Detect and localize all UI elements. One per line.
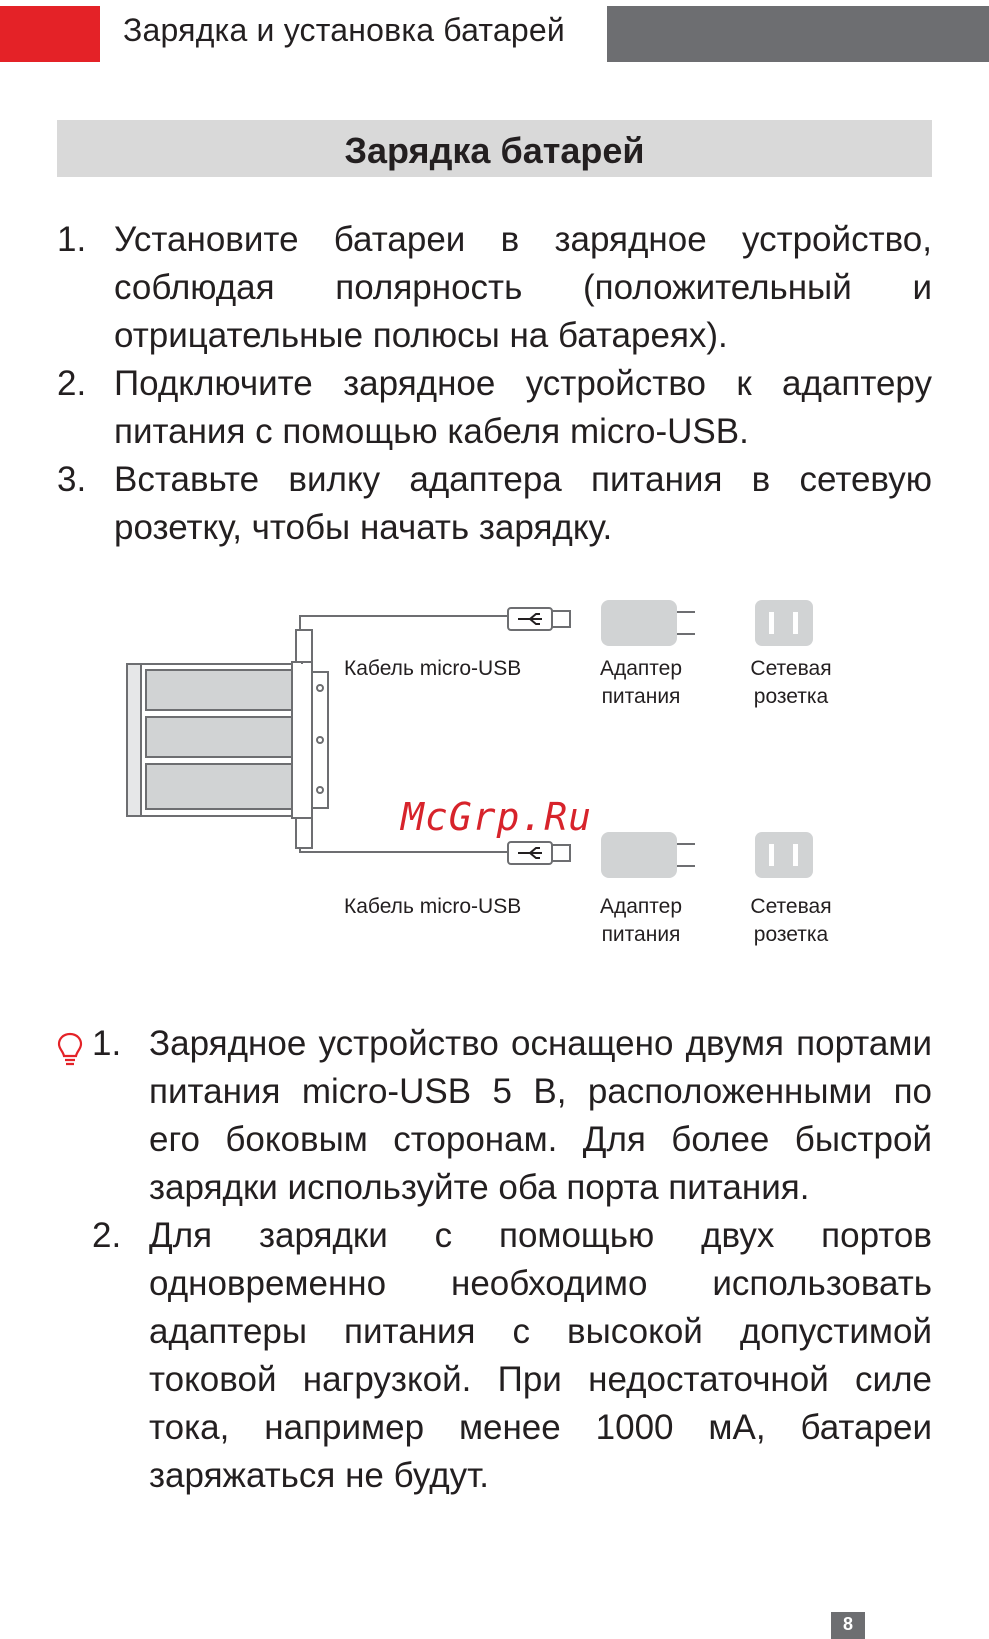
step-item: [57, 216, 932, 360]
step-item: [57, 456, 932, 552]
outlet-label-bottom: [745, 893, 837, 949]
adapter-label-top: [595, 655, 687, 711]
outlet-label-top: [745, 655, 837, 711]
page-number-box: [831, 1612, 865, 1639]
outlet-label-top-line2: розетка: [753, 685, 829, 708]
header-title: Зарядка и установка батарей: [123, 12, 565, 48]
outlet-label-bottom-line1: Сетевая: [750, 895, 832, 918]
note-text: Зарядное устройство оснащено двумя портами питания micro-USB 5 В, расположенными по его боковым сторонам. Для более быстрой зарядки используйте оба порта питания.: [149, 1024, 932, 1207]
step-text: Подключите зарядное устройство к адаптеру питания с помощью кабеля micro-USB.: [114, 364, 932, 451]
cable-label-top: Кабель micro-USB: [344, 657, 522, 680]
step-text: Вставьте вилку адаптера питания в сетевую розетку, чтобы начать зарядку.: [114, 460, 932, 547]
step-number: 3.: [57, 460, 87, 499]
note-number: 2.: [92, 1216, 122, 1255]
section-title: Зарядка батарей: [344, 130, 645, 171]
note-item: [57, 1212, 932, 1500]
steps-list: [57, 216, 932, 552]
step-number: 2.: [57, 364, 87, 403]
section-bar: [57, 120, 932, 177]
adapter-label-bottom-line1: Адаптер: [599, 895, 683, 918]
outlet-label-bottom-line2: розетка: [753, 923, 829, 946]
page-number: 8: [842, 1614, 853, 1634]
note-item: [57, 1020, 932, 1212]
header-red-block: [0, 6, 100, 62]
note-number: 1.: [92, 1024, 122, 1063]
outlet-label-top-line1: Сетевая: [750, 657, 832, 680]
cable-label-bottom: Кабель micro-USB: [344, 895, 522, 918]
header-gray-block: [607, 6, 989, 62]
notes-list: [57, 1020, 932, 1500]
watermark: McGrp.Ru: [401, 795, 593, 839]
step-number: 1.: [57, 220, 87, 259]
note-text: Для зарядки с помощью двух портов одновременно необходимо использовать адаптеры питания с высокой допустимой токовой нагрузкой. При недостаточной силе тока, например менее 1000 мА, батареи заряжаться не будут.: [149, 1216, 932, 1495]
lightbulb-icon: [57, 1032, 83, 1066]
adapter-label-bottom: [595, 893, 687, 949]
step-text: Установите батареи в зарядное устройство, соблюдая полярность (положительный и отрицательные полюсы на батареях).: [114, 220, 932, 355]
adapter-label-top-line1: Адаптер: [599, 657, 683, 680]
adapter-label-bottom-line2: питания: [601, 923, 681, 946]
adapter-label-top-line2: питания: [601, 685, 681, 708]
step-item: [57, 360, 932, 456]
